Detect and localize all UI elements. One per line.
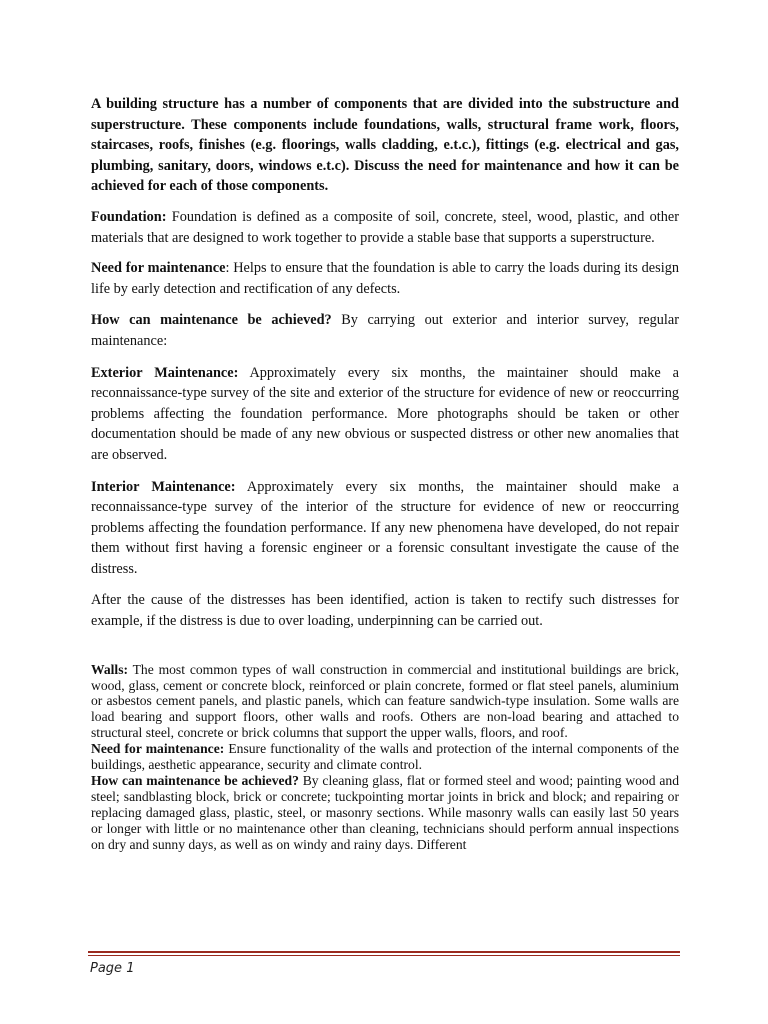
foundation-how-heading: How can maintenance be achieved? <box>91 312 332 329</box>
question-text: A building structure has a number of components that are divided into the substructure and superstructure. These components include foundations, walls, structural frame work, floors, staircases, roofs, finishes (e.g. floorings, walls cladding, e.t.c.), fittings (e.g. electrical and gas, plumbing, sanitary, doors, windows e.t.c). Discuss the need for maintenance and how it can be achieved for each of those components. <box>91 96 679 195</box>
after-cause-text: After the cause of the distresses has been identified, action is taken to rectify such distresses for example, if the distress is due to over loading, underpinning can be carried out. <box>91 592 679 630</box>
walls-paragraph <box>91 662 679 742</box>
foundation-need-text: : Helps to ensure that the foundation is able to carry the loads during its design life by early detection and rectification of any defects. <box>91 260 679 297</box>
document-page <box>91 94 679 853</box>
footer-rule-thick <box>88 951 680 953</box>
foundation-how-text: By carrying out exterior and interior survey, regular maintenance: <box>91 312 679 349</box>
foundation-heading: Foundation: <box>91 208 167 225</box>
foundation-need-heading: Need for maintenance <box>91 260 226 277</box>
foundation-text: Foundation is defined as a composite of soil, concrete, steel, wood, plastic, and other materials that are designed to work together to provide a stable base that supports a superstructure. <box>91 208 679 246</box>
walls-how-heading: How can maintenance be achieved? <box>91 773 299 788</box>
after-cause-paragraph <box>91 590 679 631</box>
question-paragraph <box>91 94 679 197</box>
footer-rule-thin <box>88 955 680 956</box>
exterior-maintenance-heading: Exterior Maintenance: <box>91 364 239 381</box>
exterior-maintenance-text: Approximately every six months, the maintainer should make a reconnaissance-type survey of the site and exterior of the structure for evidence of new or reoccurring problems affecting the foundation performance. More photographs should be taken or other documentation should be made of any new obvious or suspected distress or other new anomalies that are observed. <box>91 364 679 463</box>
interior-maintenance-paragraph <box>91 477 679 580</box>
foundation-need-paragraph <box>91 258 679 299</box>
exterior-maintenance-paragraph <box>91 363 679 466</box>
page-number: Page 1 <box>90 961 135 976</box>
foundation-how-paragraph <box>91 310 679 351</box>
walls-how-paragraph <box>91 773 679 853</box>
walls-text: The most common types of wall construction in commercial and institutional buildings are brick, wood, glass, cement or concrete block, reinforced or plain concrete, formed or flat steel panels, aluminium or asbestos cement panels, and plastic panels, which can feature sandwich-type insulation. Some walls are load bearing and support floors, other walls and roofs. Others are non-load bearing and attached to structural steel, concrete or brick columns that support the upper walls, floors, and roof. <box>91 661 679 741</box>
walls-need-heading: Need for maintenance: <box>91 741 225 757</box>
walls-how-text: By cleaning glass, flat or formed steel and wood; painting wood and steel; sandblasting block, brick or concrete; tuckpointing mortar joints in brick and block; and repairing or replacing damaged glass, plastic, steel, or masonry sections. While masonry walls can easily last 50 years or longer with little or no maintenance other than cleaning, technicians should perform annual inspections on dry and sunny days, as well as on windy and rainy days. Different <box>91 773 679 852</box>
walls-need-paragraph <box>91 741 679 773</box>
interior-maintenance-heading: Interior Maintenance: <box>91 478 236 495</box>
walls-heading: Walls: <box>91 661 129 677</box>
walls-need-text: Ensure functionality of the walls and protection of the internal components of the buildings, aesthetic appearance, security and climate control. <box>91 741 680 773</box>
interior-maintenance-text: Approximately every six months, the maintainer should make a reconnaissance-type survey of the interior of the structure for evidence of new or reoccurring problems affecting the foundation performance. If any new phenomena have developed, do not repair them without first having a forensic engineer or a forensic consultant investigate the cause of the distress. <box>91 478 679 577</box>
foundation-paragraph <box>91 207 679 248</box>
